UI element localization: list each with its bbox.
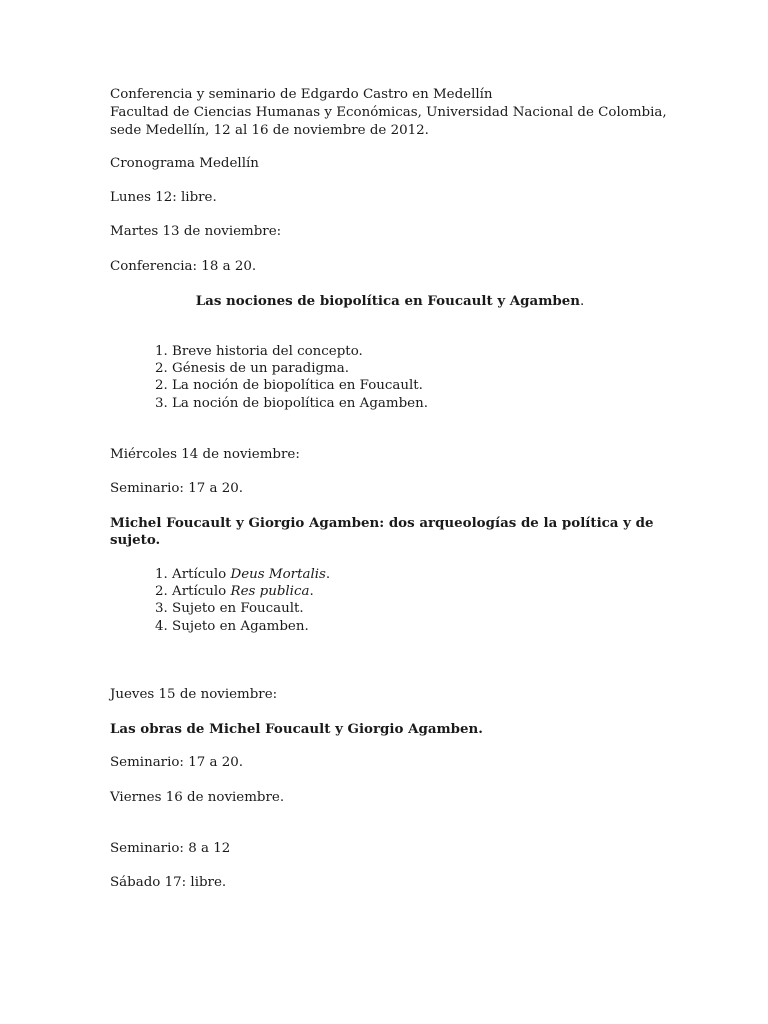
martes-conference-title: [110, 292, 670, 311]
item-text: 2. Artículo: [155, 584, 231, 599]
item-italic: Res publica: [230, 584, 310, 599]
day-lunes: Lunes 12: libre.: [110, 190, 217, 205]
header-line-3: sede Medellín, 12 al 16 de noviembre de 2012.: [110, 123, 429, 138]
miercoles-list-item: [155, 600, 304, 618]
item-italic: Deus Mortalis: [230, 567, 326, 582]
martes-list-item: 2. Génesis de un paradigma.: [155, 361, 350, 376]
miercoles-session: Seminario: 17 a 20.: [110, 481, 244, 496]
section-title: Cronograma Medellín: [110, 156, 259, 171]
item-suffix: .: [325, 567, 331, 582]
martes-title-text: Las nociones de biopolítica en Foucault y Agamben: [195, 293, 580, 309]
miercoles-list-item: [155, 566, 330, 584]
viernes-session: Seminario: 8 a 12: [110, 841, 231, 856]
item-text: 4. Sujeto en Agamben.: [155, 619, 309, 634]
martes-list-item: 3. La noción de biopolítica en Agamben.: [155, 396, 428, 411]
header-line-2: Facultad de Ciencias Humanas y Económicas, Universidad Nacional de Colombia,: [110, 105, 667, 120]
header-line-1: Conferencia y seminario de Edgardo Castro en Medellín: [110, 87, 493, 102]
martes-title-suffix: .: [580, 294, 585, 309]
jueves-session: Seminario: 17 a 20.: [110, 755, 244, 770]
day-viernes: Viernes 16 de noviembre.: [110, 790, 285, 805]
martes-session: Conferencia: 18 a 20.: [110, 259, 257, 274]
item-text: 1. Artículo: [155, 567, 231, 582]
day-miercoles: Miércoles 14 de noviembre:: [110, 447, 300, 462]
jueves-title: Las obras de Michel Foucault y Giorgio Agamben.: [110, 721, 483, 737]
martes-list-item: 2. La noción de biopolítica en Foucault.: [155, 378, 423, 393]
martes-list-item: 1. Breve historia del concepto.: [155, 344, 363, 359]
item-text: 3. Sujeto en Foucault.: [155, 601, 304, 616]
miercoles-list-item: [155, 583, 314, 601]
day-jueves: Jueves 15 de noviembre:: [110, 687, 278, 702]
miercoles-title-line-1: Michel Foucault y Giorgio Agamben: dos arqueologías de la política y de: [110, 515, 654, 531]
miercoles-list-item: [155, 618, 309, 636]
miercoles-title-line-2: sujeto.: [110, 532, 161, 548]
day-sabado: Sábado 17: libre.: [110, 875, 227, 890]
day-martes: Martes 13 de noviembre:: [110, 224, 282, 239]
item-suffix: .: [309, 584, 314, 599]
